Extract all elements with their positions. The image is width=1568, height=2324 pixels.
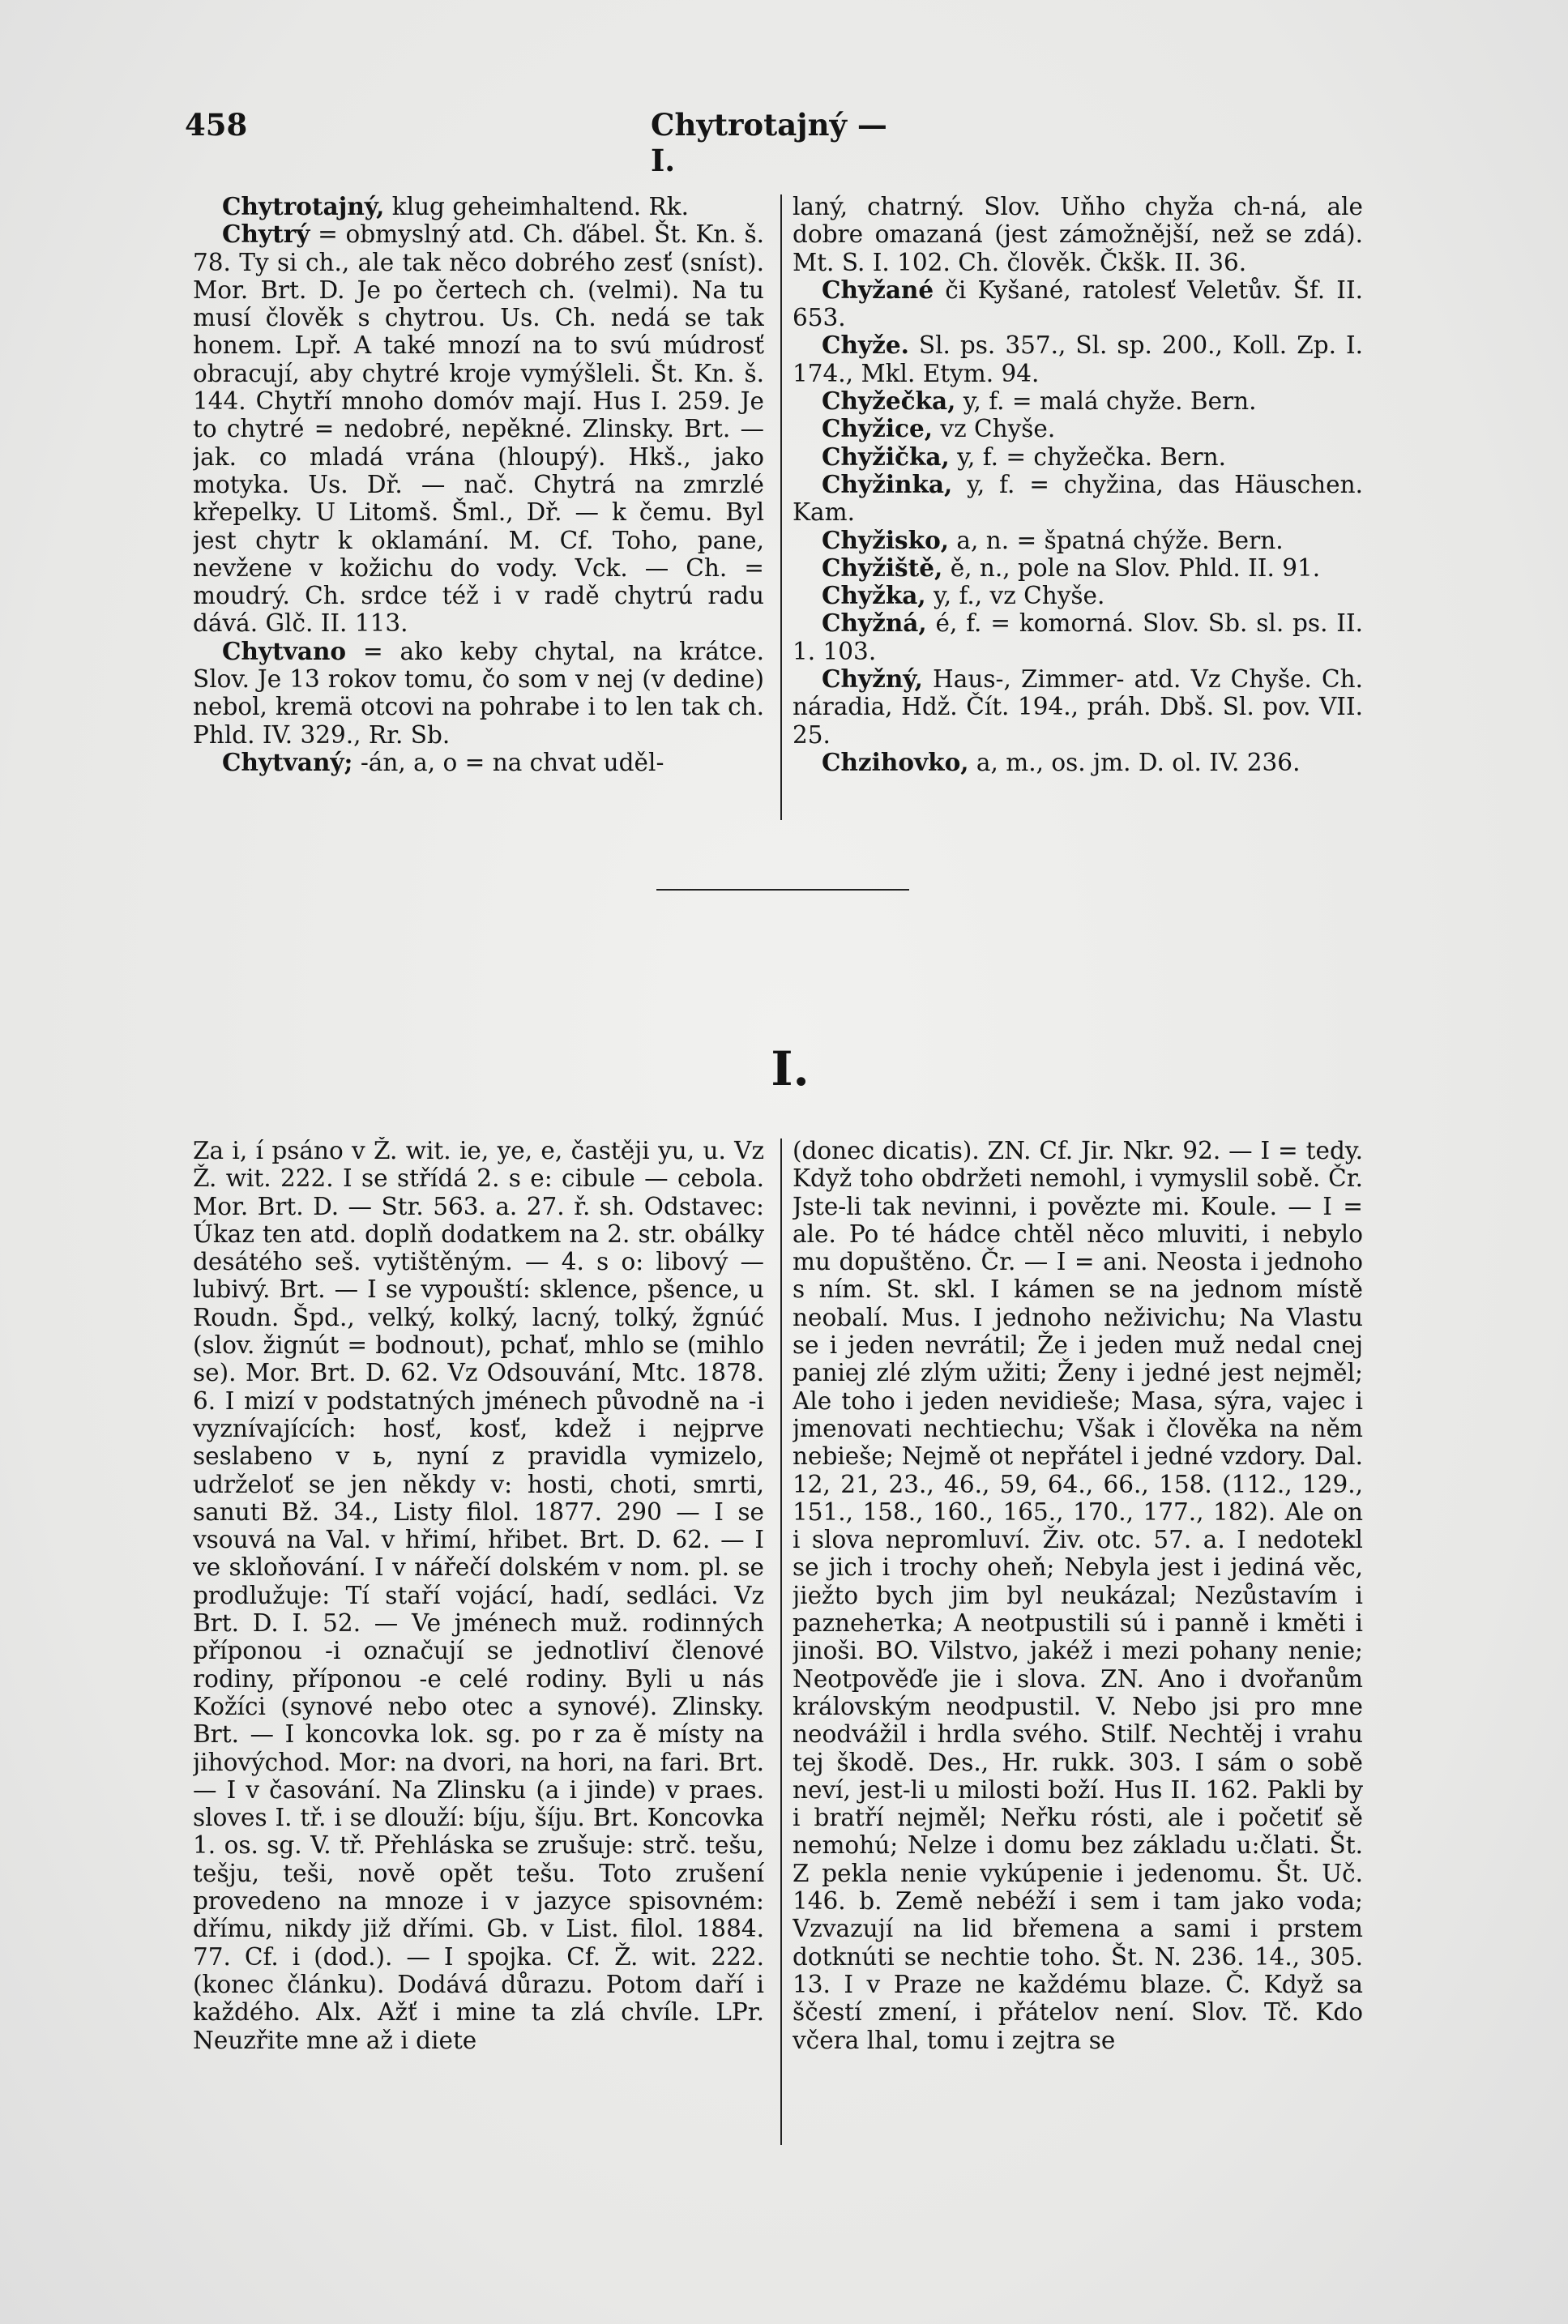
dictionary-entry: [793, 276, 1363, 332]
page-header: [185, 107, 914, 178]
entry-text: laný, chatrný. Slov. Uňho chyža ch-ná, ale dobre omazaná (jest zámožnější, než se zdá). Mt. S. I. 102. Ch. člověk. Čkšk. II. 36.: [793, 193, 1363, 276]
section-letter: I.: [771, 1041, 810, 1096]
dictionary-entry: [793, 471, 1363, 527]
entry-headword: Chytrý: [222, 220, 310, 249]
dictionary-entry: [793, 415, 1363, 442]
entry-text: vz Chyše.: [933, 415, 1056, 443]
entry-text: = obmyslný atd. Ch. ďábel. Št. Kn. š. 78. Ty si ch., ale tak něco dobrého zesť (sníst). Mor. Brt. D. Je po čertech ch. (velmi). Na tu musí člověk s chytrou. Us. Ch. nedá se tak honem. Lpř. A také mnozí na to svú múdrosť obracují, aby chytré kroje vymýšleli. Št. Kn. š. 144. Chytří mnoho domóv mají. Hus I. 259. Je to chytré = nedobré, nepěkné. Zlinsky. Brt. — jak. co mladá vrána (hloupý). Hkš., jako motyka. Us. Dř. — nač. Chytrá na zmrzlé křepelky. U Litomš. Šml., Dř. — k čemu. Byl jest chytr k oklamání. M. Cf. Toho, pane, nevžene v kožichu do vody. Vck. — Ch. = moudrý. Ch. srdce též i v radě chytrú radu dává. Glč. II. 113.: [193, 220, 764, 638]
entry-text: y, f. = malá chyže. Bern.: [955, 387, 1257, 416]
dictionary-entry: [793, 665, 1363, 749]
dictionary-entry: [793, 1137, 1363, 2054]
entry-headword: Chyžané: [822, 275, 934, 304]
entry-headword: Chyžice,: [822, 414, 934, 443]
entry-text: = ako keby chytal, na krátce. Slov. Je 13 rokov tomu, čo som v nej (v dedine) nebol, kremä otcovi na pohrabe i to len tak ch. Phld. IV. 329., Rr. Sb.: [193, 637, 764, 749]
entry-text: y, f. = chyžečka. Bern.: [949, 442, 1226, 471]
dictionary-entry: [193, 220, 764, 637]
dictionary-entry: [193, 193, 764, 220]
dictionary-entry: [793, 554, 1363, 582]
lower-right-column: [793, 1137, 1363, 2150]
dictionary-entry: [793, 749, 1363, 776]
entry-headword: Chyžečka,: [822, 387, 956, 416]
dictionary-entry: [793, 387, 1363, 415]
entry-text: é, f. = komorná. Slov. Sb. sl. ps. II. 1. 103.: [793, 609, 1363, 665]
page-number: 458: [185, 107, 248, 143]
entry-headword: Chyžiště,: [822, 553, 943, 582]
entry-text: Za i, í psáno v Ž. wit. ie, ye, e, častěji yu, u. Vz Ž. wit. 222. I se střídá 2. s e: cibule — cebola. Mor. Brt. D. — Str. 563. a. 27. ř. sh. Odstavec: Úkaz ten atd. doplň dodatkem na 2. str. obálky desátého seš. vytištěným. — 4. s o: libový — lubivý. Brt. — I se vypouští: sklence, pšence, u Roudn. Špd., velký, kolký, lacný, tolký, žgnúć (slov. žignút = bodnout), pchať, mhlo se (mihlo se). Mor. Brt. D. 62. Vz Odsouvání, Mtc. 1878. 6. I mizí v podstatných jménech původně na -i vyznívajících: hosť, kosť, kdež i nejprve seslabeno v ь, nyní z pravidla vymizelo, udrželoť se jen někdy v: hosti, choti, smrti, sanuti Bž. 34., Listy filol. 1877. 290 — I se vsouvá na Val. v hřimí, hřibet. Brt. D. 62. — I ve skloňování. I v nářečí dolském v nom. pl. se prodlužuje: Tí staří vojácí, hadí, sedláci. Vz Brt. D. I. 52. — Ve jménech muž. rodinných příponou -i označují se jednotliví členové rodiny, příponou -e celé rodiny. Byli u nás Kožíci (synové nebo otec a synové). Zlinsky. Brt. — I koncovka lok. sg. po r za ě místy na jihovýchod. Mor: na dvori, na hori, na fari. Brt. — I v časování. Na Zlinsku (a i jinde) v praes. sloves I. tř. i se dlouží: bíju, šíju. Brt. Koncovka 1. os. sg. V. tř. Přehláska se zrušuje: strč. tešu, tešju, teši, nově opět tešu. Toto zrušení provedeno na mnoze i v jazyce spisovném: dřímu, nikdy již dřími. Gb. v List. filol. 1884. 77. Cf. i (dod.). — I spojka. Cf. Ž. wit. 222. (konec článku). Dodává důrazu. Potom daří i každého. Alx. Ažť i mine ta zlá chvíle. LPr. Neuzřite mne až i diete: [193, 1137, 764, 2054]
entry-text: a, m., os. jm. D. ol. IV. 236.: [968, 748, 1301, 776]
entry-text: klug geheimhaltend. Rk.: [384, 193, 689, 220]
dictionary-entry: [793, 193, 1363, 276]
upper-left-column: [193, 193, 764, 825]
entry-headword: Chyžný,: [822, 664, 923, 694]
entry-text: Haus-, Zimmer- atd. Vz Chyše. Ch. náradia, Hdž. Čít. 194., práh. Dbš. Sl. pov. VII. 25.: [793, 665, 1363, 749]
section-separator-rule: [656, 889, 909, 891]
entry-headword: Chytrotajný,: [222, 193, 385, 220]
dictionary-entry: [193, 749, 764, 776]
upper-column-divider: [780, 194, 782, 820]
entry-headword: Chyžka,: [822, 581, 926, 610]
entry-text: y, f., vz Chyše.: [925, 582, 1105, 610]
dictionary-entry: [193, 638, 764, 749]
lower-left-column: [193, 1137, 764, 2150]
entry-headword: Chyžná,: [822, 609, 927, 638]
entry-text: Sl. ps. 357., Sl. sp. 200., Koll. Zp. I. 174., Mkl. Etym. 94.: [793, 331, 1363, 387]
entry-headword: Chyžisko,: [822, 525, 950, 554]
dictionary-entry: [793, 609, 1363, 665]
dictionary-entry: [793, 443, 1363, 471]
entry-headword: Chytvaný;: [222, 747, 353, 776]
entry-headword: Chyže.: [822, 331, 909, 360]
entry-text: y, f. = chyžina, das Häuschen. Kam.: [793, 470, 1363, 527]
entry-text: a, n. = špatná chýže. Bern.: [949, 526, 1284, 554]
upper-right-column: [793, 193, 1363, 825]
dictionary-entry: [793, 331, 1363, 387]
entry-headword: Chytvano: [222, 636, 347, 665]
dictionary-entry: [193, 1137, 764, 2054]
entry-text: či Kyšané, ratolesť Veletův. Šf. II. 653.: [793, 276, 1363, 332]
dictionary-entry: [793, 527, 1363, 554]
entry-headword: Chzihovko,: [822, 747, 969, 776]
entry-text: ě, n., pole na Slov. Phld. II. 91.: [942, 553, 1321, 582]
lower-column-divider: [780, 1139, 782, 2145]
entry-headword: Chyžička,: [822, 442, 950, 471]
entry-text: -án, a, o = na chvat uděl-: [352, 748, 664, 776]
running-title: Chytrotajný — I.: [651, 107, 887, 178]
dictionary-entry: [793, 582, 1363, 609]
entry-headword: Chyžinka,: [822, 469, 953, 498]
entry-text: (donec dicatis). ZN. Cf. Jir. Nkr. 92. — I = tedy. Když toho obdržeti nemohl, i vymyslil sobě. Čr. Jste-li tak nevinni, i povězte mi. Koule. — I = ale. Po té hádce chtěl něco mluviti, i nebylo mu dopuštěno. Čr. — I = ani. Neosta i jednoho s ním. St. skl. I kámen se na jednom místě neobalí. Mus. I jednoho neživichu; Na Vlastu se i jeden nevrátil; Že i jeden muž nedal cnej paniej zlé zlým užiti; Ženy i jedné jest nejměl; Ale toho i jeden nevidieše; Masa, sýra, vajec i jmenovati nechtiechu; Však i člověka na něm nebieše; Nejmě ot nepřátel i jedné vzdory. Dal. 12, 21, 23., 46., 59, 64., 66., 158. (112., 129., 151., 158., 160., 165., 170., 177., 182). Ale on i slova nepromluví. Živ. otc. 57. a. I nedotekl se jich i trochy oheň; Nebyla jest i jediná věc, jiežto bych jim byl neukázal; Nezůstavím i pazneheтka; A neotpustili sú i panně i kměti i jinoši. BO. Vilstvo, jakéž i mezi pohany nenie; Neotpověďe jie i slova. ZN. Ano i dvořanům královským neodpustil. V. Nebo jsi pro mne neodvážil i hrdla svého. Stilf. Nechtěj i vrahu tej škodě. Des., Hr. rukk. 303. I sám o sobě neví, jest-li u milosti boží. Hus II. 162. Pakli by i bratří nejměl; Neřku rósti, ale i početiť sě nemohú; Nelze i domu bez základu u:člati. Št. Z pekla nenie vykúpenie i jedenomu. Št. Uč. 146. b. Země nebéží i sem i tam jako voda; Vzvazují na lid břemena a sami i prstem dotknúti se nechtie toho. Št. N. 236. 14., 305. 13. I v Praze ne každému blaze. Č. Když sa ščestí zmení, i přátelov není. Slov. Tč. Kdo včera lhal, tomu i zejtra se: [793, 1137, 1363, 2054]
